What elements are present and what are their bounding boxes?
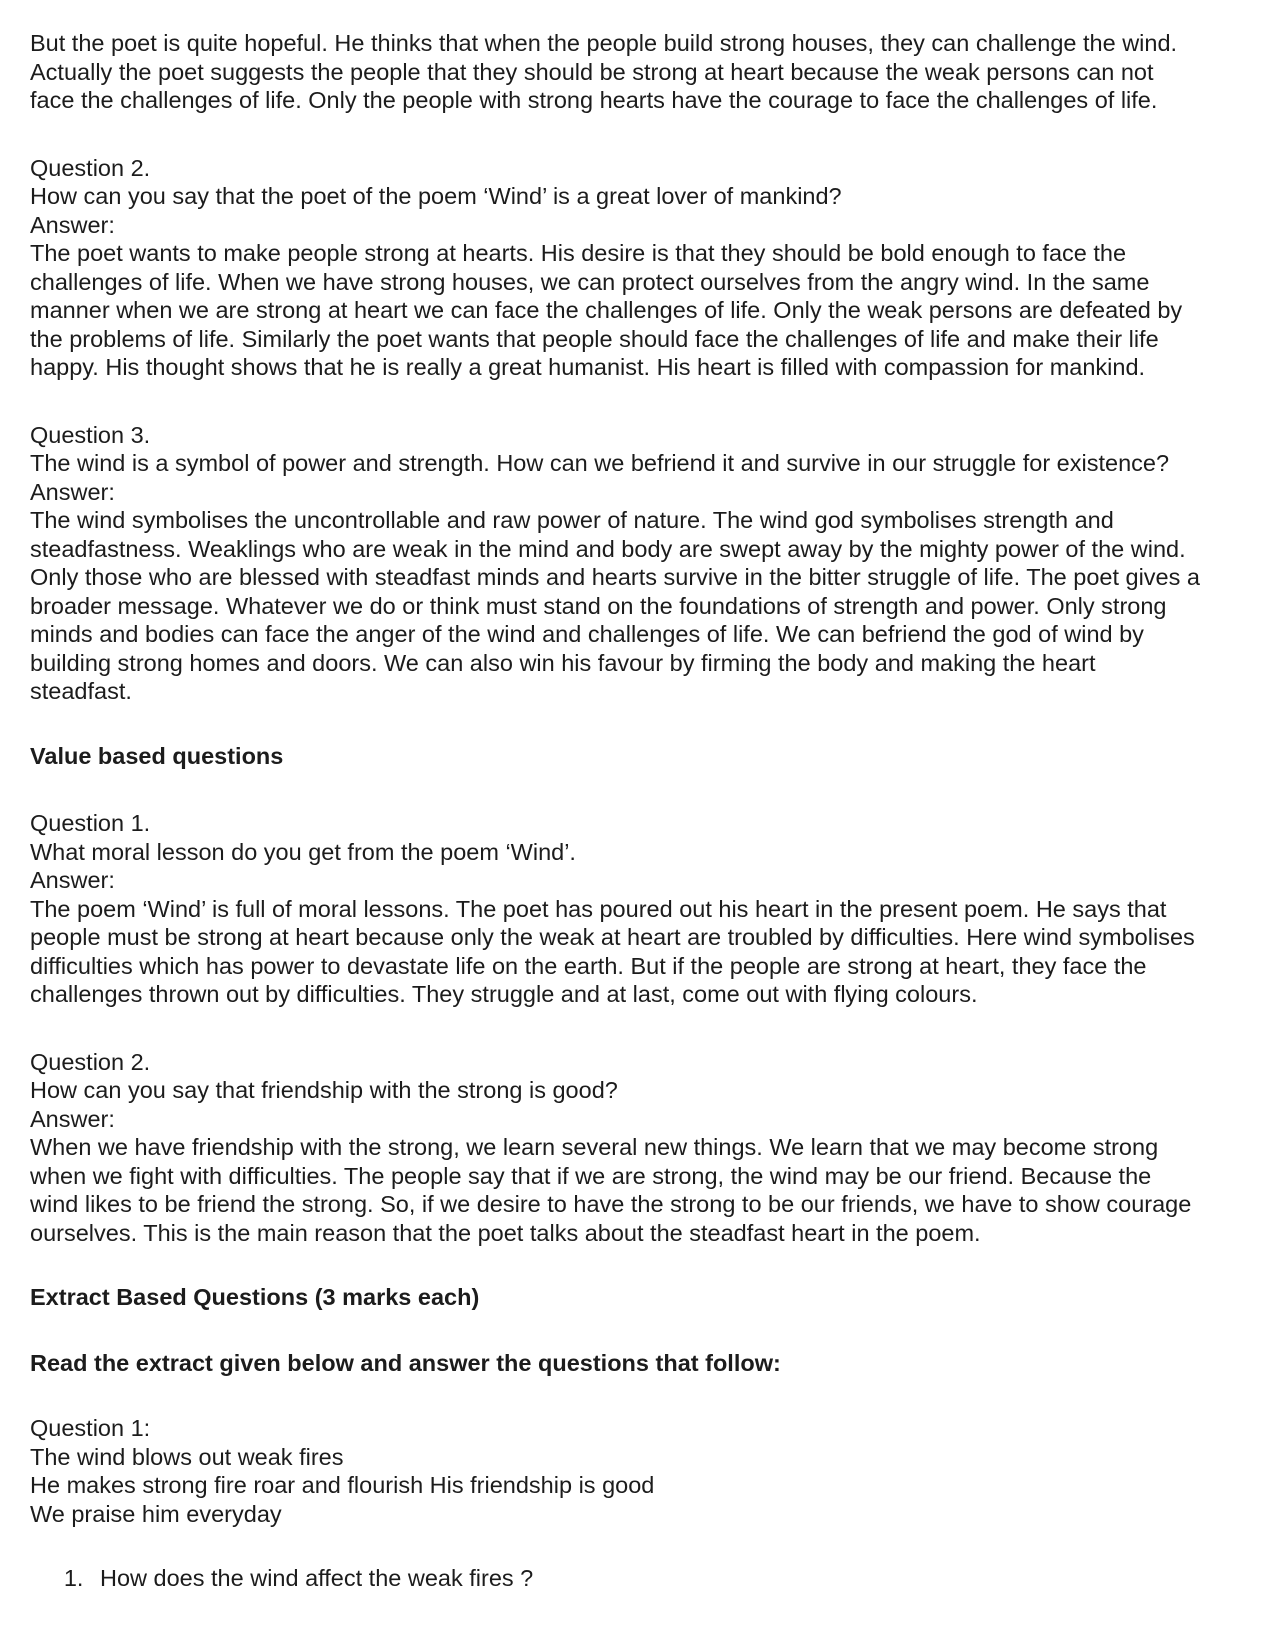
answer-text: The wind symbolises the uncontrollable and raw power of nature. The wind god symbolises strength and steadfastness. Weaklings who are weak in the mind and body are swept away by the mighty power of the wind. Only those who are blessed with steadfast minds and hearts survive in the bitter struggle of life. The poet gives a broader message. Whatever we do or think must stand on the foundations of strength and power. Only strong minds and bodies can face the anger of the wind and challenges of life. We can befriend the god of wind by building strong homes and doors. We can also win his favour by firming the body and making the heart steadfast. (30, 507, 1200, 704)
question-text: The wind is a symbol of power and strength. How can we befriend it and survive in our struggle for existence? (30, 450, 1170, 476)
value-question-2-block (30, 1048, 1265, 1248)
extract-line: The wind blows out weak fires (30, 1443, 344, 1470)
extract-instruction: Read the extract given below and answer the questions that follow: (30, 1349, 781, 1376)
extract-question-1-block (30, 1414, 1265, 1593)
answer-label: Answer: (30, 1105, 115, 1132)
extract-based-heading: Extract Based Questions (3 marks each) (30, 1284, 480, 1310)
spacer (30, 382, 1265, 421)
spacer (30, 1377, 1265, 1414)
spacer (30, 1009, 1265, 1048)
spacer (30, 770, 1265, 809)
question-label: Question 2. (30, 154, 151, 181)
question-3-block (30, 421, 1265, 706)
question-label: Question 3. (30, 421, 151, 448)
document-page (30, 29, 1265, 1593)
question-text: How can you say that friendship with the strong is good? (30, 1077, 618, 1103)
answer-label: Answer: (30, 867, 115, 893)
spacer (30, 706, 1265, 742)
answer-label: Answer: (30, 478, 115, 505)
answer-text: The poem ‘Wind’ is full of moral lessons. The poet has poured out his heart in the present poem. He says that people must be strong at heart because only the weak at heart are troubled by difficulties. Here wind symbolises difficulties which has power to devastate life on the earth. But if the people are strong at heart, they face the challenges thrown out by difficulties. They struggle and at last, come out with flying colours. (30, 895, 1195, 1007)
answer-text: The poet wants to make people strong at hearts. His desire is that they should be bold enough to face the challenges of life. When we have strong houses, we can protect ourselves from the angry wind. In the same manner when we are strong at heart we can face the challenges of life. Only the weak persons are defeated by the problems of life. Similarly the poet wants that people should face the challenges of life and make their life happy. His thought shows that he is really a great humanist. His heart is filled with compassion for mankind. (30, 240, 1183, 380)
value-based-heading: Value based questions (30, 742, 284, 769)
question-text: What moral lesson do you get from the poem ‘Wind’. (30, 838, 576, 865)
spacer (30, 1528, 1265, 1564)
question-2-block (30, 154, 1265, 382)
spacer (30, 1247, 1265, 1283)
subquestion-list (30, 1564, 1265, 1593)
answer-text: When we have friendship with the strong, we learn several new things. We learn that we may become strong when we fight with difficulties. The people say that if we are strong, the wind may be our friend. Because the wind likes to be friend the strong. So, if we desire to have the strong to be our friends, we have to show courage ourselves. This is the main reason that the poet talks about the steadfast heart in the poem. (30, 1134, 1192, 1246)
question-label: Question 2. (30, 1048, 151, 1075)
answer-label: Answer: (30, 211, 115, 238)
subquestion-item: 1. How does the wind affect the weak fires ? (90, 1564, 1265, 1593)
spacer (30, 115, 1265, 154)
intro-paragraph: But the poet is quite hopeful. He thinks that when the people build strong houses, they can challenge the wind. Actually the poet suggests the people that they should be strong at heart because the weak persons can not face the challenges of life. Only the people with strong hearts have the courage to face the challenges of life. (30, 30, 1178, 113)
question-label: Question 1: (30, 1415, 151, 1441)
question-label: Question 1. (30, 810, 151, 836)
question-text: How can you say that the poet of the poem ‘Wind’ is a great lover of mankind? (30, 183, 842, 209)
extract-line: He makes strong fire roar and flourish His friendship is good (30, 1472, 655, 1498)
spacer (30, 1312, 1265, 1349)
extract-line: We praise him everyday (30, 1500, 282, 1527)
value-question-1-block (30, 809, 1265, 1009)
